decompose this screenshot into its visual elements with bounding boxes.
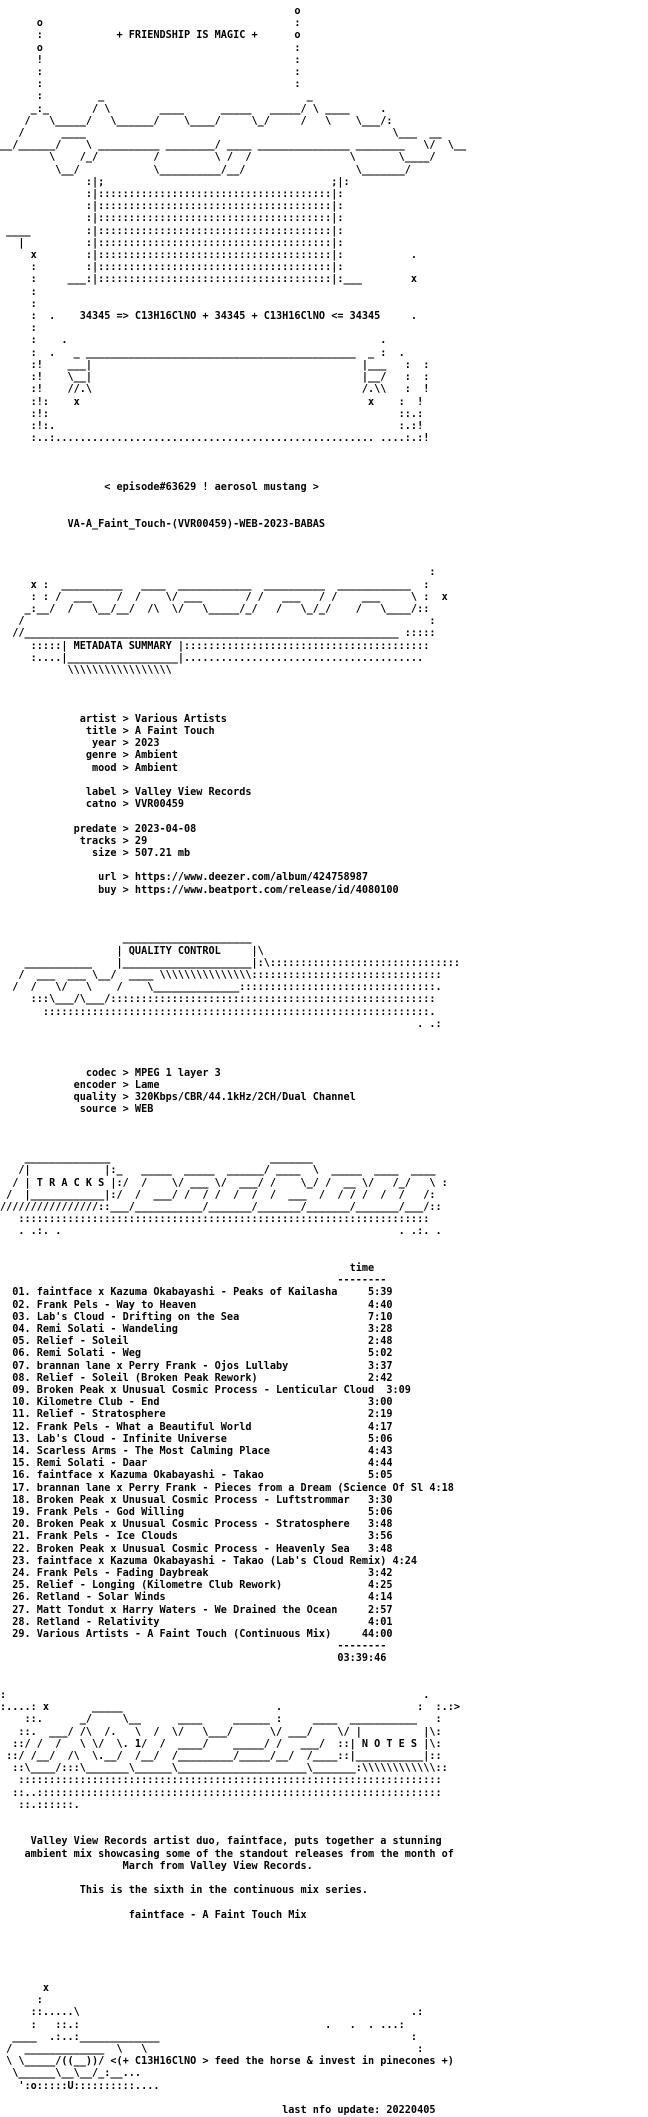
nfo-line: tracks > 29: [0, 835, 148, 847]
nfo-line: label > Valley View Records: [0, 787, 252, 798]
nfo-line: 15. Remi Solati - Daar 4:44: [0, 1458, 393, 1470]
nfo-line: ambient mix showcasing some of the standout releases from the month of: [0, 1848, 454, 1860]
nfo-line: ::..::::::::::::::::::::::::::::::::::::::::::::::::::::::::::::::::::: [0, 1787, 442, 1799]
nfo-line: --------: [0, 1641, 387, 1653]
nfo-line: 28. Retland - Relativity 4:01: [0, 1616, 393, 1628]
nfo-line: year > 2023: [0, 738, 160, 750]
nfo-line: 19. Frank Pels - God Willing 5:06: [0, 1506, 393, 1518]
nfo-line: 24. Frank Pels - Fading Daybreak 3:42: [0, 1568, 393, 1579]
nfo-line: 23. faintface x Kazuma Okabayashi - Takao (Lab's Cloud Remix) 4:24: [0, 1555, 418, 1567]
nfo-line: :: [0, 298, 37, 310]
nfo-line: last nfo update: 20220405: [0, 2104, 436, 2116]
nfo-line: :! ___| |___ : :: [0, 359, 430, 371]
nfo-line: :: [0, 567, 436, 579]
nfo-line: encoder > Lame: [0, 1079, 160, 1091]
nfo-line: :: [0, 286, 37, 298]
nfo-line: < episode#63629 ! aerosol mustang >: [0, 481, 319, 493]
nfo-line: ! :: [0, 54, 301, 66]
nfo-line: / |____________|:/ / ___/ / / / / / / ___ / / / / / / /:: [0, 1189, 436, 1201]
nfo-line: \ \_____/((__))/ <(+ C13H16ClNO > feed the horse & invest in pinecones +): [0, 2056, 454, 2068]
nfo-line: 22. Broken Peak x Unusual Cosmic Process - Heavenly Sea 3:48: [0, 1543, 393, 1555]
nfo-line: \__/ \__________/__/ \_______/: [0, 164, 411, 176]
nfo-line: time: [0, 1262, 375, 1274]
nfo-line: : . 34345 => C13H16ClNO + 34345 + C13H16ClNO <= 34345 .: [0, 311, 418, 323]
nfo-line: _:__/ / \__/__/ /\ \/ \_____/_/ / \_/_/ / \____/::: [0, 603, 430, 615]
nfo-line: / / \/ \ / \______________::::::::::::::::::::::::::::::::.: [0, 982, 442, 994]
nfo-line: __/______/ \ __________ ________/ ____ _______________ ________ \/ \__: [0, 140, 467, 152]
nfo-line: 09. Broken Peak x Unusual Cosmic Process - Lenticular Cloud 3:09: [0, 1384, 411, 1396]
nfo-line: 10. Kilometre Club - End 3:00: [0, 1397, 393, 1409]
nfo-line: o :: [0, 42, 301, 54]
nfo-line: size > 507.21 mb: [0, 848, 191, 860]
nfo-line: :! \__| |__/ : :: [0, 372, 430, 384]
nfo-line: . .:: [0, 1018, 442, 1030]
nfo-line: / _____________ \ \ :: [0, 2043, 424, 2055]
nfo-line: 03. Lab's Cloud - Drifting on the Sea 7:10: [0, 1311, 393, 1323]
nfo-line: : :: [0, 79, 301, 91]
nfo-line: catno > VVR00459: [0, 799, 185, 811]
nfo-line: \______\__\__/_:__...: [0, 2068, 142, 2080]
nfo-line: : ___:|::::::::::::::::::::::::::::::::::::::|:___ x: [0, 274, 418, 286]
nfo-line: artist > Various Artists: [0, 713, 227, 725]
nfo-line: :! //.\ /.\\ : !: [0, 384, 430, 396]
nfo-line: 06. Remi Solati - Weg 5:02: [0, 1348, 393, 1360]
nfo-line: : : / ___ / / \/ ___ / / ___ / / ___ \ : x: [0, 591, 448, 603]
nfo-line: / \_____/ \______/ \____/ \_/ / \ \___/:: [0, 115, 393, 127]
nfo-line: 16. faintface x Kazuma Okabayashi - Takao 5:05: [0, 1470, 393, 1482]
nfo-line: :: [0, 1995, 43, 2007]
nfo-line: 25. Relief - Longing (Kilometre Club Rework) 4:25: [0, 1580, 393, 1592]
nfo-line: quality > 320Kbps/CBR/44.1kHz/2CH/Dual Channel: [0, 1092, 356, 1104]
nfo-line: 26. Retland - Solar Winds 4:14: [0, 1592, 393, 1604]
nfo-line: :!: ::.:: [0, 408, 424, 420]
nfo-line: ::.::::::.: [0, 1799, 80, 1811]
nfo-line: ::\____/:::\_______\______\_____________________\_______:\\\\\\\\\\\\::: [0, 1763, 448, 1775]
nfo-line: mood > Ambient: [0, 762, 178, 774]
nfo-line: ::/ / / \ \/ \. 1/ / ____/ _____/ / ___/ ::| N O T E S |\:: [0, 1738, 442, 1750]
nfo-line: \\\\\\\\\\\\\\\\\: [0, 664, 172, 676]
nfo-line: :::::::::::::::::::::::::::::::::::::::::::::::::::::::::::::::.: [0, 1006, 436, 1018]
nfo-line: 27. Matt Tondut x Harry Waters - We Drained the Ocean 2:57: [0, 1604, 393, 1616]
nfo-line: | :|::::::::::::::::::::::::::::::::::::::|:: [0, 237, 344, 249]
nfo-line: 01. faintface x Kazuma Okabayashi - Peaks of Kailasha 5:39: [0, 1287, 393, 1299]
nfo-line: 04. Remi Solati - Wandeling 3:28: [0, 1323, 393, 1335]
nfo-line: : . .: [0, 335, 387, 347]
nfo-line: o :: [0, 18, 301, 30]
nfo-line: :|::::::::::::::::::::::::::::::::::::::|:: [0, 201, 344, 213]
nfo-line: 03:39:46: [0, 1653, 387, 1665]
nfo-line: codec > MPEG 1 layer 3: [0, 1067, 221, 1079]
nfo-line: 17. brannan lane x Perry Frank - Pieces from a Dream (Science Of Sl 4:18: [0, 1482, 454, 1494]
nfo-line: 08. Relief - Soleil (Broken Peak Rework) 2:42: [0, 1372, 393, 1384]
nfo-line: / ____ \___ __: [0, 128, 442, 140]
nfo-line: :::::::::::::::::::::::::::::::::::::::::::::::::::::::::::::::::::: [0, 1214, 430, 1226]
nfo-line: :|::::::::::::::::::::::::::::::::::::::|:: [0, 189, 344, 201]
nfo-line: :!: x x : !: [0, 396, 424, 408]
nfo-line: ::/ /__/ /\ \.__/ /__/ /_________/_____/__/ /____::|___________|::: [0, 1751, 442, 1763]
nfo-line: :::::::::::::::::::::::::::::::::::::::::::::::::::::::::::::::::::::: [0, 1775, 442, 1787]
nfo-line: x :|::::::::::::::::::::::::::::::::::::::|: .: [0, 250, 418, 262]
nfo-line: o: [0, 6, 301, 17]
nfo-line: /| |:_ _____ _____ ______/ ____ \ _____ ____ ____: [0, 1165, 436, 1177]
nfo-line: genre > Ambient: [0, 750, 178, 762]
nfo-line: ____ .:..:_____________ :: [0, 2031, 418, 2043]
nfo-line: VA-A_Faint_Touch-(VVR00459)-WEB-2023-BABAS: [0, 518, 326, 530]
nfo-line: This is the sixth in the continuous mix series.: [0, 1885, 369, 1897]
nfo-line: :....: x _____ . : :.:>: [0, 1702, 461, 1714]
nfo-line: ':o:::::U::::::::::....: [0, 2080, 160, 2092]
nfo-line: :....|__________________|.......................................: [0, 652, 424, 664]
nfo-line: :::\___/\___/:::::::::::::::::::::::::::::::::::::::::::::::::::::: [0, 994, 436, 1006]
nfo-line: x : __________ ____ ____________ __________ ____________ :: [0, 579, 430, 591]
nfo-line: 21. Frank Pels - Ice Clouds 3:56: [0, 1531, 393, 1543]
nfo-line: --------: [0, 1275, 387, 1287]
nfo-line: :::::| METADATA SUMMARY |::::::::::::::::::::::::::::::::::::::::: [0, 640, 430, 652]
nfo-line: :|::::::::::::::::::::::::::::::::::::::|:: [0, 213, 344, 225]
nfo-line: 05. Relief - Soleil 2:48: [0, 1336, 393, 1348]
nfo-line: / | T R A C K S |:/ / \/ ___ \/ ___/ / \_/ / __ \/ /_/ \ :: [0, 1177, 448, 1189]
nfo-line: ////////////////::___/___________/_______/_______/_______/_______/___/::: [0, 1201, 442, 1213]
nfo-line: 07. brannan lane x Perry Frank - Ojos Lullaby 3:37: [0, 1360, 393, 1372]
nfo-line: :: [0, 323, 37, 335]
nfo-line: title > A Faint Touch: [0, 725, 215, 737]
nfo-line: : ::.: . . . ...:: [0, 2019, 405, 2031]
nfo-line: buy > https://www.beatport.com/release/id/4080100: [0, 884, 399, 896]
nfo-line: 20. Broken Peak x Unusual Cosmic Process - Stratosphere 3:48: [0, 1519, 393, 1531]
nfo-text-block: [0, 6, 648, 2117]
nfo-line: \ /_/ / \ / / \ \____/: [0, 152, 436, 164]
nfo-line: 29. Various Artists - A Faint Touch (Continuous Mix) 44:00: [0, 1629, 393, 1641]
nfo-line: : + FRIENDSHIP IS MAGIC + o: [0, 30, 301, 42]
nfo-line: Valley View Records artist duo, faintface, puts together a stunning: [0, 1836, 442, 1848]
nfo-line: //_____________________________________________________________ :::::: [0, 628, 436, 640]
nfo-line: . .:. . . .:. .: [0, 1226, 442, 1238]
nfo-line: / :: [0, 616, 436, 628]
nfo-line: faintface - A Faint Touch Mix: [0, 1909, 307, 1921]
nfo-line: : :|::::::::::::::::::::::::::::::::::::::|:: [0, 262, 344, 274]
nfo-line: : _ _: [0, 91, 313, 103]
nfo-line: :..:.................................................... ....:.:!: [0, 433, 430, 445]
nfo-line: 13. Lab's Cloud - Infinite Universe 5:06: [0, 1433, 393, 1445]
nfo-line: ::. _/ \__ ____ ______ : ____ ___________ :: [0, 1714, 442, 1726]
nfo-line: :|; ;|:: [0, 176, 350, 188]
nfo-line: _:_ / \ ____ _____ _____/ \ ____ .: [0, 103, 387, 115]
nfo-line: 11. Relief - Stratosphere 2:19: [0, 1409, 393, 1421]
nfo-line: _____________________: [0, 933, 252, 945]
nfo-line: x: [0, 1982, 50, 1994]
nfo-line: ___________ |_____________________|:\:::::::::::::::::::::::::::::::: [0, 957, 461, 969]
nfo-line: : . _ ____________________________________________ _ : .: [0, 347, 405, 359]
nfo-line: predate > 2023-04-08: [0, 823, 197, 835]
nfo-line: url > https://www.deezer.com/album/424758987: [0, 872, 369, 884]
nfo-line: | QUALITY CONTROL |\: [0, 945, 264, 957]
nfo-line: / ___ ___ \__/ ____ \\\\\\\\\\\\\\\:::::::::::::::::::::::::::::::: [0, 970, 442, 982]
nfo-line: :!:. :.:!: [0, 420, 424, 432]
nfo-line: : .: [0, 1690, 430, 1702]
nfo-line: ____ :|::::::::::::::::::::::::::::::::::::::|:: [0, 225, 344, 237]
nfo-line: 12. Frank Pels - What a Beautiful World 4:17: [0, 1421, 393, 1433]
nfo-line: March from Valley View Records.: [0, 1860, 313, 1872]
nfo-line: 02. Frank Pels - Way to Heaven 4:40: [0, 1299, 393, 1311]
nfo-line: ::.....\ .:: [0, 2007, 424, 2019]
nfo-line: ______________ _______: [0, 1153, 313, 1165]
nfo-line: 18. Broken Peak x Unusual Cosmic Process - Luftstrommar 3:30: [0, 1494, 393, 1506]
nfo-line: source > WEB: [0, 1104, 154, 1116]
nfo-line: ::. ___/ /\ /. \ / \/ \___/ \/ ___/ \/ | |\:: [0, 1726, 442, 1738]
nfo-line: 14. Scarless Arms - The Most Calming Place 4:43: [0, 1445, 393, 1457]
nfo-line: : :: [0, 67, 301, 79]
